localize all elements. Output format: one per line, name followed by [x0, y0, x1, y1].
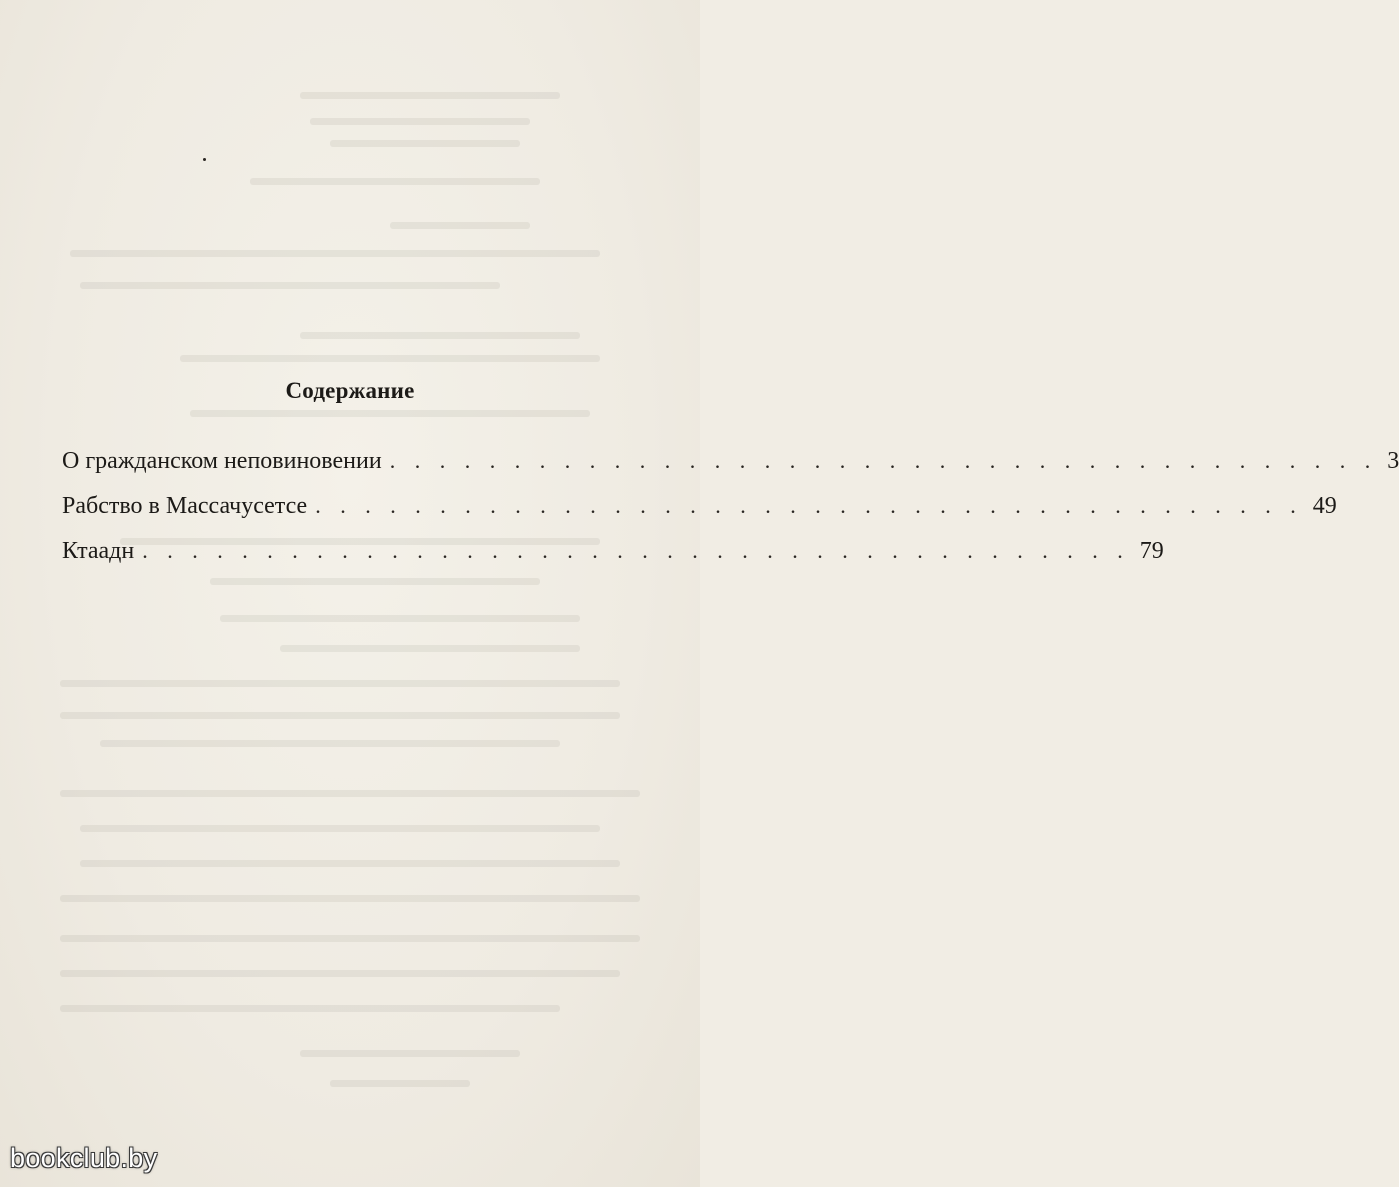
- toc-entry[interactable]: [62, 448, 1399, 493]
- toc-entry-title: Рабство в Массачусетсе: [62, 493, 308, 519]
- toc-dot-leader: . . . . . . . . . . . . . . . . . . . . . . . . . . . . . . . . . . . . . . . .: [389, 448, 1378, 473]
- toc-entry-title: О гражданском неповиновении: [62, 448, 382, 474]
- ink-speck: [203, 158, 206, 161]
- toc-entry-page: 49: [1312, 493, 1337, 519]
- toc-entry-title: Ктаадн: [62, 538, 135, 564]
- toc-entry[interactable]: [62, 538, 1164, 583]
- toc-entry[interactable]: [62, 493, 1337, 538]
- toc-entry-page: 3: [1387, 448, 1399, 474]
- toc-entry-page: 79: [1139, 538, 1164, 564]
- site-watermark: bookclub.by: [10, 1143, 158, 1173]
- toc-dot-leader: . . . . . . . . . . . . . . . . . . . . . . . . . . . . . . . . . . . . . . . .: [315, 493, 1303, 518]
- toc-dot-leader: . . . . . . . . . . . . . . . . . . . . . . . . . . . . . . . . . . . . . . . .: [142, 538, 1130, 563]
- toc-heading: Содержание: [285, 378, 415, 403]
- toc-list: [62, 448, 1399, 583]
